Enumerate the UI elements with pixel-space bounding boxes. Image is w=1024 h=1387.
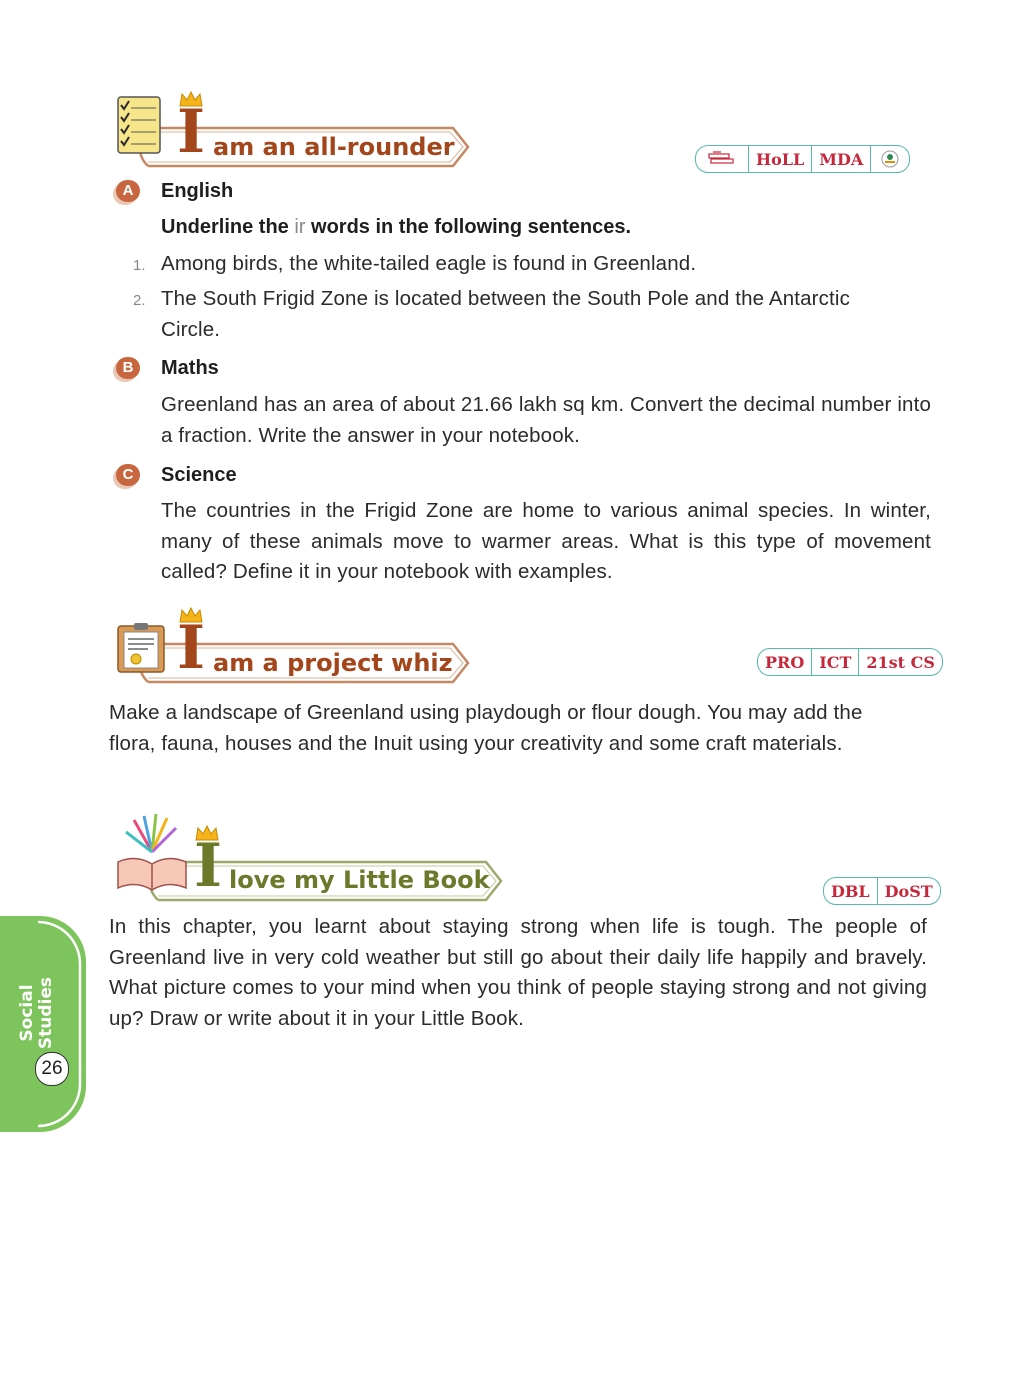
big-letter-i: I — [177, 97, 206, 167]
item-number: 2. — [133, 292, 146, 309]
tag-dbl: DBL — [831, 881, 870, 901]
open-book-icon — [112, 812, 192, 896]
littlebook-text: In this chapter, you learnt about staying strong when life is tough. The people of Greenland live in very cold weather but still go about their daily life happily and bravely. What picture comes to your mind when you think of people staying strong and not giving up? Draw or write about it in your Little Book. — [109, 915, 927, 1030]
emblem-icon — [870, 146, 909, 172]
english-item-1: Among birds, the white-tailed eagle is found in Greenland. — [161, 252, 697, 275]
checklist-icon — [117, 96, 161, 154]
marker-a: A — [116, 180, 140, 202]
skill-tags — [695, 145, 910, 173]
tag-21st-cs: 21st CS — [858, 649, 942, 675]
tag-pro: PRO — [765, 652, 805, 672]
section-title: love my Little Book — [229, 866, 490, 894]
item-number: 1. — [133, 257, 146, 274]
science-text: The countries in the Frigid Zone are home to various animal species. In winter, many of these animals move to warmer areas. What is this type of movement called? Define it in your notebook with examples. — [161, 499, 931, 583]
skill-tags — [757, 648, 943, 676]
big-letter-i: I — [177, 613, 206, 683]
subject-heading-science: Science — [161, 464, 237, 486]
tag-mda: MDA — [811, 146, 870, 172]
english-instruction: Underline the ir words in the following sentences. — [161, 216, 632, 238]
marker-c: C — [116, 464, 140, 486]
tag-holl: HoLL — [748, 146, 811, 172]
subject-heading-maths: Maths — [161, 357, 219, 379]
maths-text: Greenland has an area of about 21.66 lakh sq km. Convert the decimal number into a fraction. Write the answer in your notebook. — [161, 393, 931, 447]
project-text: Make a landscape of Greenland using playdough or flour dough. You may add the flora, fauna, houses and the Inuit using your creativity and some craft materials. — [109, 701, 863, 755]
tag-ict: ICT — [811, 649, 858, 675]
subject-label: Social Studies — [17, 976, 56, 1050]
subject-heading-english: English — [161, 180, 234, 202]
certificate-icon — [116, 622, 166, 674]
english-item-2: The South Frigid Zone is located between the South Pole and the Antarctic Circle. — [161, 287, 851, 341]
section-title: am an all-rounder — [213, 133, 455, 161]
marker-b: B — [116, 357, 140, 379]
page-number: 26 — [35, 1052, 69, 1086]
ir-highlight: ir — [294, 216, 306, 238]
section-title: am a project whiz — [213, 649, 453, 677]
big-letter-i: I — [194, 831, 223, 901]
books-icon — [696, 146, 748, 172]
tag-dost: DoST — [877, 878, 940, 904]
skill-tags — [823, 877, 941, 905]
subject-side-tab — [0, 916, 88, 1132]
